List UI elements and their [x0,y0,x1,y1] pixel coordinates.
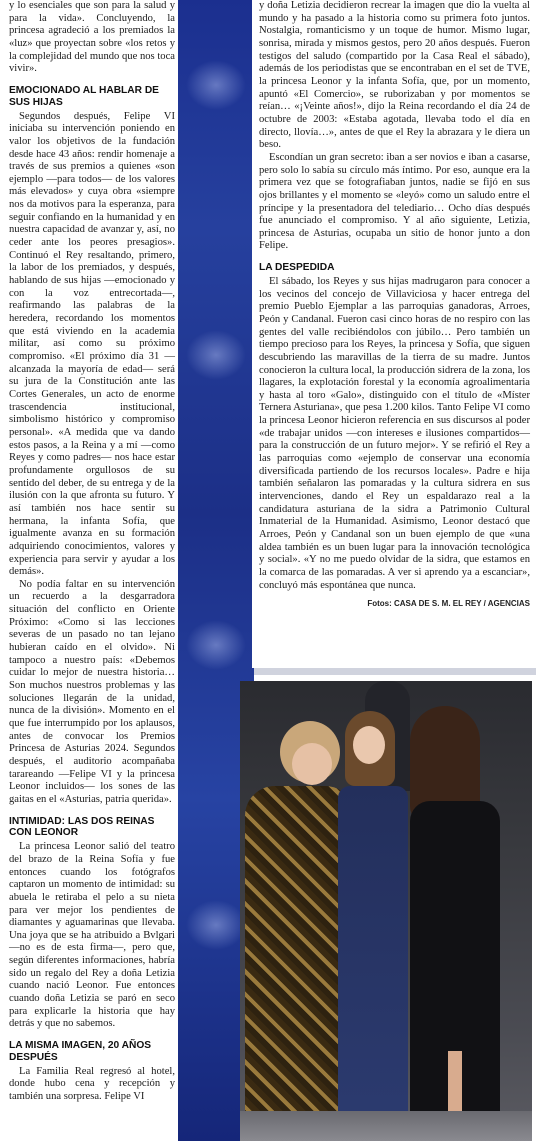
section-heading-emocionado: EMOCIONADO AL HABLAR DE SUS HIJAS [9,84,159,108]
paragraph-intro: y lo esenciales que son para la salud y para la vida». Concluyendo, la princesa agradeció a los premiados la «luz» que proyectan sobre «los retos y la complejidad del mundo que nos toca vivir». [9,0,175,75]
paragraph: El sábado, los Reyes y sus hijas madrugaron para conocer a los vecinos del concejo de Villaviciosa y hacer entrega del premio Pueblo Ejemplar a las parroquias ganadoras, Arroes, Peón y Candanal. Fueron casi cinco horas de no respiro con las gentes del valle recibiéndolos con júbilo… Pero también un tiempo precioso para los Reyes, la princesa y Sofía, que siguen descubriendo las maravillas de la tierra de su madre. Juntos conocieron la cultura local, la producción sidrera de la zona, los llagares, la explotación forestal y la economía agroalimentaria y hasta al toro «Galo», distinguido con el título de «Míster Ternera Asturiana», que pesa 1.200 kilos. Tanto Felipe VI como la princesa Leonor hicieron referencia en sus discursos al poder «de trabajar unidos —con intereses e ilusiones compartidos— para la construcción de un futuro mejor». Y se refirió el Rey a las parroquias como «ejemplo de conservar una economía diversificada partiendo de los recursos locales». Padre e hija también señalaron las pomaradas y la cultura sidrera en sus intervenciones, dando el Rey un espaldarazo real a la candidatura asturiana de la sidra a Patrimonio Cultural Inmaterial de la Humanidad. Asimismo, Leonor destacó que Arroes, Peón y Candanal son un buen ejemplo de que «una aldea también es un buen lugar para la innovación tecnológica y social». «Y no me puedo olvidar de la sidra, que estamos en la comarca de las pomaradas. A ver si aprendo ya a escanciar», concluyó más espontánea que nunca. [259,275,530,591]
stage-light [186,330,246,380]
paragraph: Escondían un gran secreto: iban a ser novios e iban a casarse, pero solo lo sabía su círculo más íntimo. Por eso, aunque era la primera vez que se fotografiaban juntos, nadie se fijó en sus ojos brillantes y el momento se «leyó» como un saludo entre el príncipe y la presentadora del telediario… Ocho días después fue anunciado el compromiso. Y al año siguiente, Letizia, princesa de Asturias, ocupaba un sitio de honor junto a don Felipe. [259,151,530,252]
queen-sofia-face [292,743,332,785]
section-heading-misma-imagen: LA MISMA IMAGEN, 20 AÑOS DESPUÉS [9,1040,152,1063]
stage-light [186,620,246,670]
leonor-blue-dress [338,786,408,1141]
right-article-column [259,0,530,611]
photo-credit: Fotos: CASA DE S. M. EL REY / AGENCIAS [367,599,530,609]
paragraph: La princesa Leonor salió del teatro del brazo de la Reina Sofía y fue entonces cuando los fotógrafos captaron un momento de intimidad: su abuela le retiraba el pelo a su nieta para ver mejor los pendientes de diamantes y aguamarinas que llevaba. Una joya que se ha atribuido a Bvlgari —no es de esta firma—, pero que, según diferentes informaciones, habría sido un regalo del Rey a doña Letizia cuando nació Leonor. Fue entonces cuando doña Letizia se paró en seco para explicarle la historia que hay detrás y que no sabemos. [9,841,175,1030]
paragraph: Segundos después, Felipe VI iniciaba su intervención poniendo en valor los objetivos de la fundación desde hace 43 años: rendir homenaje a través de sus premios a quienes «son ejemplo —para todos— de los valores más elevados» y cuya obra «siempre nos da motivos para la esperanza, para seguir confiando en la humanidad y en nuestra capacidad de avanzar y, así, no ceder ante los peores presagios». Continuó el Rey resaltando, primero, la labor de los premiados, y después, hablando de sus hijas —emocionado y con la voz entrecortada—, reafirmando las palabras de la heredera, recordando los momentos que está viviendo en la academia militar, así como su próximo compromiso. «El próximo día 31 —alcanzada la mayoría de edad— será su jura de la Constitución ante las Cortes Generales, un acto de enorme trascendencia institucional, simbolismo histórico y compromiso personal». «A medida que va dando estos pasos, a la Reina y a mí —como Reyes y como padres— nos hace estar profundamente orgullosos de su sentido del deber, de su entrega y de la ilusión con la que afronta su futuro. Y así también nos hace sentir su hermana, la infanta Sofía, que igualmente avanza en su formación adquiriendo conocimientos, valores y experiencia para servir y ayudar a los demás». [9,110,175,578]
section-heading-despedida: LA DESPEDIDA [259,262,335,274]
royal-family-photo [240,681,532,1141]
left-article-column [9,0,175,1104]
paragraph: No podía faltar en su intervención un recuerdo a la desgarradora situación del conflicto en Oriente Próximo: «Como si las lecciones severas de un pasado no tan lejano hubieran caído en el olvido». Ni tampoco a nuestro país: «Debemos cuidar lo mejor de nuestra historia… Son muchos nuestros problemas y las soluciones llegarán de la unidad, nunca de la división». Momento en el que fue interrumpido por los aplausos, antes de convocar los Premios Princesa de Asturias 2024. Segundos después, el auditorio acompañaba tarareando —Felipe VI y la princesa Leonor incluidos— los sones de las gaitas en el «Asturias, patria querida». [9,578,175,805]
leonor-face [353,726,385,764]
pavement [240,1111,532,1141]
paragraph: La Familia Real regresó al hotel, donde hubo cena y recepción y también una sorpresa. Felipe VI [9,1065,175,1102]
paragraph: y doña Letizia decidieron recrear la imagen que dio la vuelta al mundo y ha pasado a la historia como su primera foto juntos. Nostalgia, romanticismo y un toque de humor. Mismo lugar, sonrisa, mirada y mismos gestos, pero 20 años después. Fueron testigos del saludo (compartido por la Casa Real el sábado), además de los periodistas que se encontraban en el set de TVE, la princesa Leonor y la infanta Sofía, que, por un momento, apuntó «El Comercio», se ruborizaban y por momentos se reían… «¡Veinte años!», dijo la Reina recordando el día 24 de octubre de 2003: «Estaba agotada, llevaba todo el día en directo, llovía…», antes de que el Rey la abrazara y le diera un beso. [259,0,530,151]
stage-light [186,60,246,110]
stage-light [186,900,246,950]
section-heading-intimidad: INTIMIDAD: LAS DOS REINAS CON LEONOR [9,815,155,839]
